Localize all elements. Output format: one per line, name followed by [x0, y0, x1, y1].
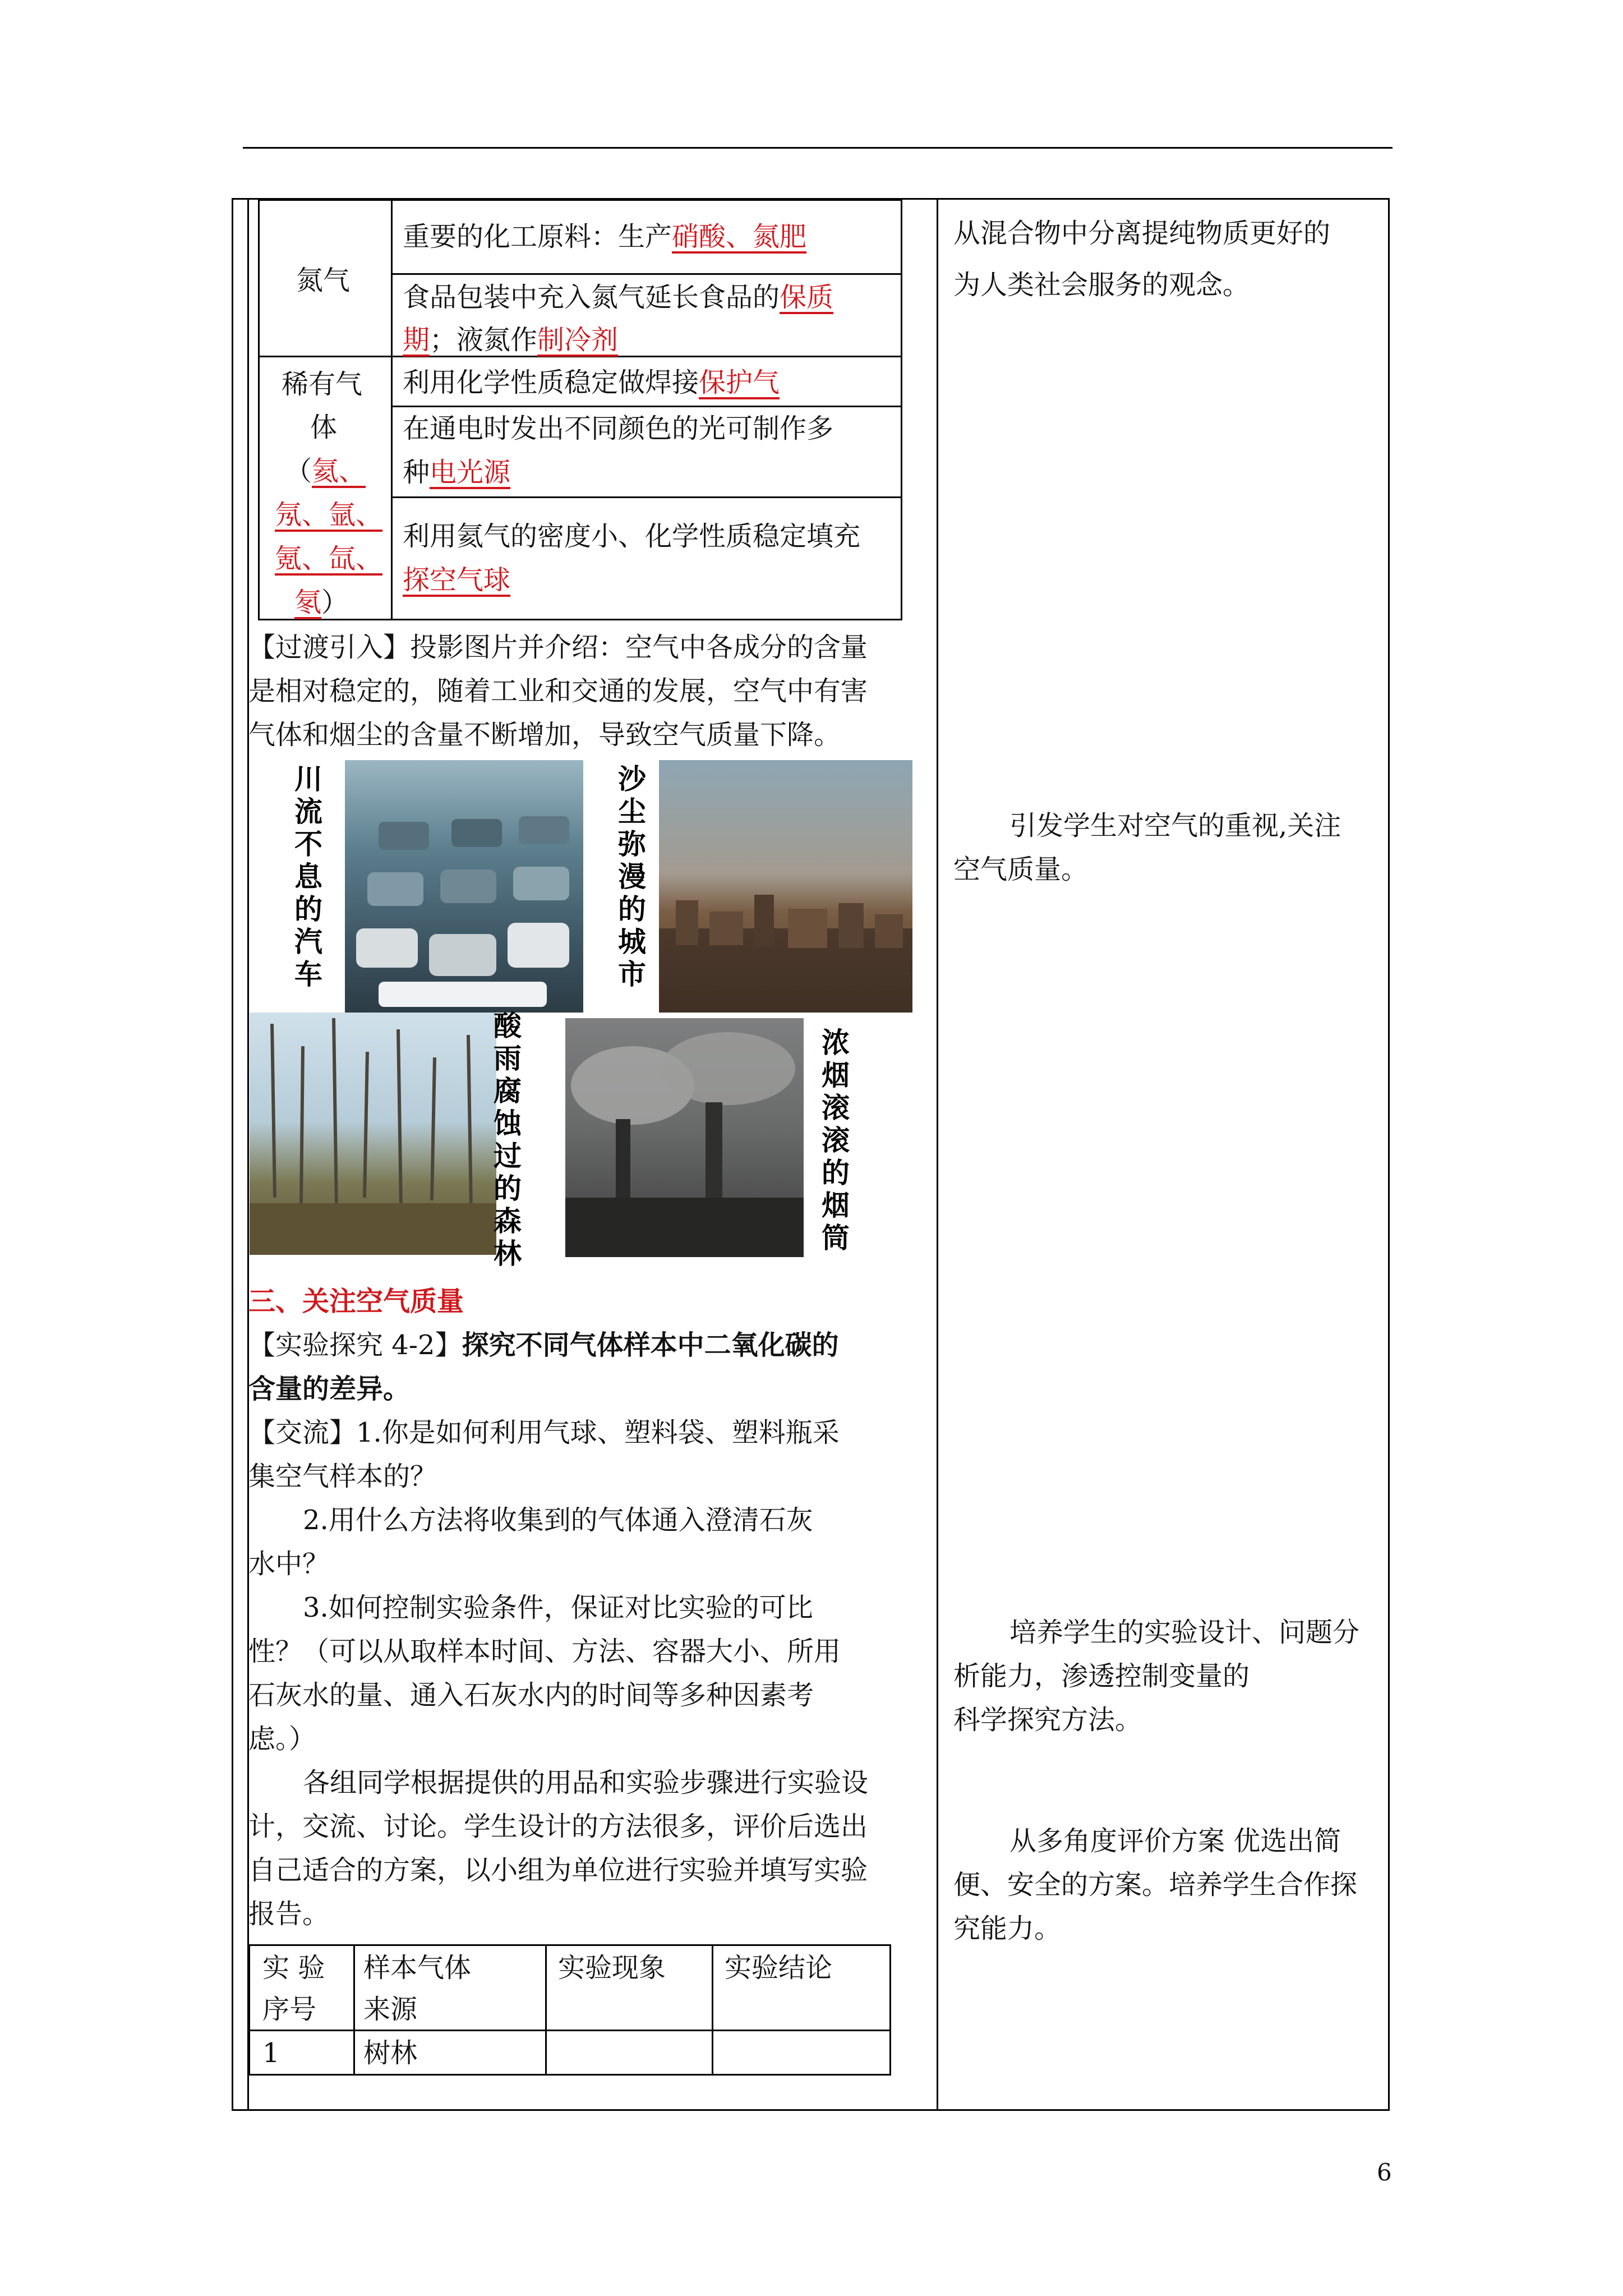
transition-line-2: 是相对稳定的，随着工业和交通的发展，空气中有害	[248, 675, 868, 707]
paragraph-line3: 自己适合的方案，以小组为单位进行实验并填写实验	[248, 1855, 868, 1886]
row1-number: 1	[262, 2037, 280, 2069]
rare-gas-list-2: 氖、氩、	[275, 499, 383, 531]
caption-acid-rain-forest: 酸 雨 腐 蚀 过 的 森 林	[494, 1010, 522, 1270]
nitrogen-use-2-line2: 期；液氮作制冷剂	[403, 324, 619, 356]
city-skyline-illustration	[659, 760, 912, 1013]
paragraph-line4: 报告。	[248, 1898, 330, 1930]
experiment-title-line1: 【实验探究 4-2】探究不同气体样本中二氧化碳的	[248, 1329, 839, 1361]
rare-gas-use-2-line1: 在通电时发出不同颜色的光可制作多	[403, 413, 834, 444]
intent-3-line3: 科学探究方法。	[953, 1704, 1142, 1736]
rare-gas-use-3-line1: 利用氦气的密度小、化学性质稳定填充	[403, 521, 861, 552]
chimney-illustration	[565, 1018, 804, 1257]
caption-dusty-city: 沙 尘 弥 漫 的 城 市	[618, 763, 646, 991]
question3-line2: 性？（可以从取样本时间、方法、容器大小、所用	[248, 1636, 841, 1667]
experiment-title-line2: 含量的差异。	[248, 1373, 411, 1405]
traffic-photo	[345, 760, 583, 1013]
rare-gas-use-1: 利用化学性质稳定做焊接保护气	[403, 367, 780, 398]
transition-line-1: 【过渡引入】投影图片并介绍：空气中各成分的含量	[248, 632, 868, 663]
caption-chimney: 浓 烟 滚 滚 的 烟 筒	[822, 1027, 850, 1254]
question3-line3: 石灰水的量、通入石灰水内的时间等多种因素考	[248, 1680, 814, 1711]
intent-2-line1: 引发学生对空气的重视,关注	[1009, 810, 1341, 841]
cars-illustration	[345, 760, 583, 1013]
question1-line1: 【交流】1.你是如何利用气球、塑料袋、塑料瓶采	[248, 1417, 840, 1448]
row1-source: 树林	[363, 2037, 418, 2069]
intent-3-line1: 培养学生的实验设计、问题分	[1009, 1617, 1360, 1648]
header-number-line1: 实 验	[262, 1952, 325, 1984]
page-number: 6	[1377, 2159, 1392, 2186]
table-column-divider	[937, 198, 938, 2111]
nitrogen-label: 氮气	[296, 265, 351, 296]
transition-line-3: 气体和烟尘的含量不断增加，导致空气质量下降。	[248, 719, 841, 751]
rare-gas-use-2-line2: 种电光源	[403, 457, 511, 488]
intent-4-line3: 究能力。	[953, 1913, 1062, 1944]
question2-line1: 2.用什么方法将收集到的气体通入澄清石灰	[303, 1504, 813, 1536]
chimney-smoke-photo	[565, 1018, 804, 1257]
paragraph-line2: 计，交流、讨论。学生设计的方法很多，评价后选出	[248, 1811, 868, 1842]
question3-line1: 3.如何控制实验条件，保证对比实验的可比	[303, 1592, 813, 1623]
question3-line4: 虑。）	[248, 1723, 316, 1755]
dead-trees-illustration	[250, 1013, 496, 1255]
dusty-city-photo	[659, 760, 912, 1013]
header-source-line1: 样本气体	[363, 1952, 472, 1984]
rare-gas-label-2: 体	[310, 412, 338, 443]
rare-gas-use-3-line2: 探空气球	[403, 564, 511, 596]
intent-1-line2: 为人类社会服务的观念。	[953, 269, 1250, 301]
rare-gas-list-3: 氪、氙、	[275, 543, 383, 574]
rare-gas-list-1: （氦、	[285, 455, 366, 487]
intent-2-line2: 空气质量。	[953, 854, 1089, 885]
caption-traffic: 川 流 不 息 的 汽 车	[294, 763, 322, 991]
header-phenomenon: 实验现象	[558, 1952, 666, 1984]
row1-cell-phenomenon	[545, 2030, 713, 2076]
row1-cell-conclusion	[712, 2030, 891, 2076]
intent-4-line2: 便、安全的方案。培养学生合作探	[953, 1869, 1358, 1901]
question1-line2: 集空气样本的？	[248, 1461, 437, 1492]
section-heading: 三、关注空气质量	[248, 1286, 464, 1317]
nitrogen-use-1: 重要的化工原料：生产硝酸、氮肥	[403, 221, 807, 252]
nitrogen-use-2-line1: 食品包装中充入氮气延长食品的保质	[403, 282, 834, 313]
intent-3-line2: 析能力，渗透控制变量的	[953, 1660, 1250, 1692]
acid-rain-forest-photo	[250, 1013, 496, 1255]
rare-gas-list-4: 氡）	[294, 587, 349, 618]
paragraph-line1: 各组同学根据提供的用品和实验步骤进行实验设	[303, 1767, 869, 1798]
header-rule	[243, 147, 1393, 149]
intent-1-line1: 从混合物中分离提纯物质更好的	[953, 218, 1331, 249]
question2-line2: 水中？	[248, 1548, 330, 1580]
header-source-line2: 来源	[363, 1994, 418, 2025]
intent-4-line1: 从多角度评价方案 优选出简	[1009, 1825, 1341, 1857]
rare-gas-label-1: 稀有气	[282, 369, 363, 400]
header-number-line2: 序号	[262, 1994, 317, 2025]
header-conclusion: 实验结论	[725, 1952, 833, 1984]
